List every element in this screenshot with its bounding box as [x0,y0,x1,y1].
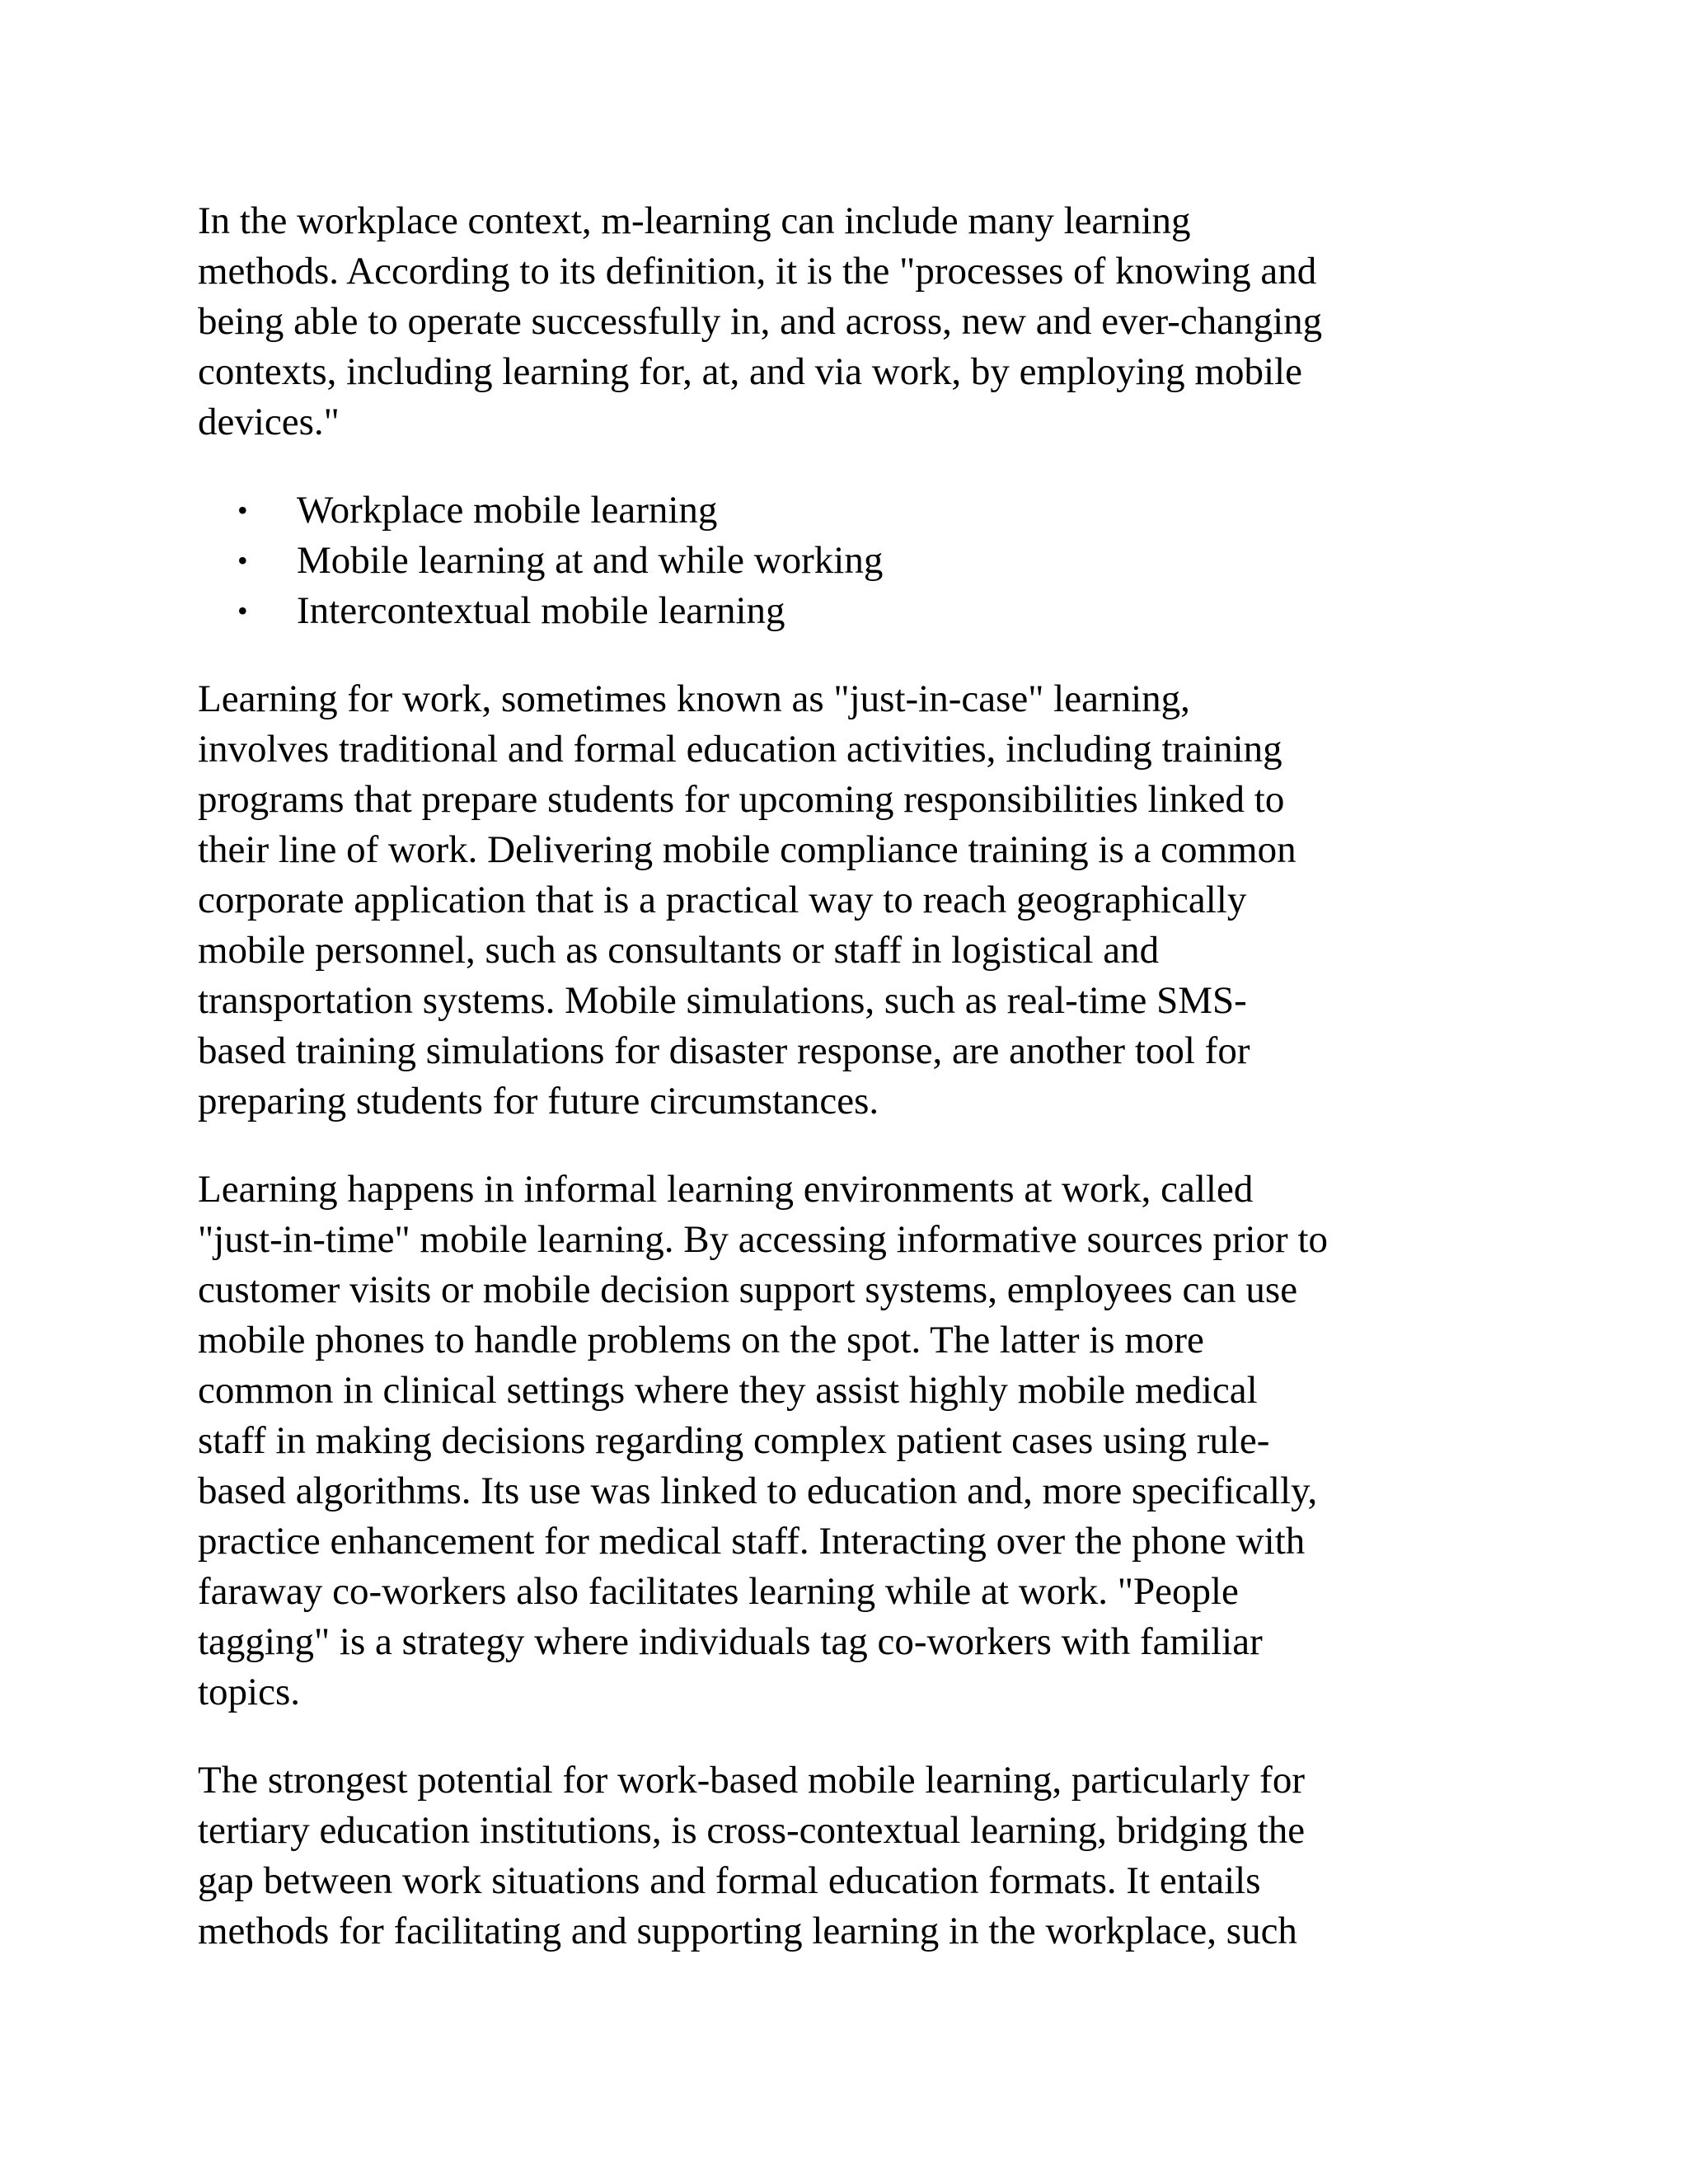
text-line: contexts, including learning for, at, and via work, by employing mobile [198,350,1302,393]
list-item-text: Mobile learning at and while working [297,539,884,582]
text-line: In the workplace context, m-learning can include many learning [198,199,1191,242]
text-line: The strongest potential for work-based mobile learning, particularly for [198,1759,1305,1802]
text-line: Learning for work, sometimes known as "just-in-case" learning, [198,677,1190,720]
text-line: topics. [198,1671,301,1713]
list-item [198,485,1500,536]
paragraph-4 [198,1755,1500,1957]
text-line: preparing students for future circumstances. [198,1080,879,1122]
text-line: staff in making decisions regarding complex patient cases using rule- [198,1419,1270,1462]
text-line: being able to operate successfully in, and across, new and ever-changing [198,300,1323,343]
text-line: tertiary education institutions, is cross-contextual learning, bridging the [198,1809,1306,1852]
list-item [198,586,1500,636]
text-line: "just-in-time" mobile learning. By accessing informative sources prior to [198,1218,1329,1261]
text-line: mobile personnel, such as consultants or staff in logistical and [198,929,1160,972]
text-line: practice enhancement for medical staff. Interacting over the phone with [198,1520,1306,1563]
bullet-icon: • [237,494,248,527]
text-line: methods. According to its definition, it is the "processes of knowing and [198,250,1317,293]
text-line: customer visits or mobile decision support systems, employees can use [198,1268,1298,1311]
text-line: methods for facilitating and supporting learning in the workplace, such [198,1910,1297,1952]
paragraph-2 [198,674,1500,1127]
bullet-list [198,485,1500,636]
text-line: mobile phones to handle problems on the spot. The latter is more [198,1319,1204,1361]
bullet-icon: • [237,544,248,577]
bullet-icon: • [237,594,248,627]
list-item-text: Workplace mobile learning [297,489,718,532]
list-item [198,536,1500,586]
text-line: common in clinical settings where they assist highly mobile medical [198,1369,1258,1412]
text-line: corporate application that is a practical way to reach geographically [198,879,1247,921]
list-item-text: Intercontextual mobile learning [297,589,785,632]
paragraph-3 [198,1165,1500,1718]
text-line: based algorithms. Its use was linked to education and, more specifically, [198,1469,1318,1512]
text-line: Learning happens in informal learning environments at work, called [198,1168,1254,1211]
text-line: involves traditional and formal education activities, including training [198,728,1282,771]
text-line: gap between work situations and formal education formats. It entails [198,1859,1261,1902]
text-line: faraway co-workers also facilitates learning while at work. "People [198,1570,1239,1613]
text-line: their line of work. Delivering mobile compliance training is a common [198,828,1296,871]
text-line: devices." [198,401,340,443]
text-line: programs that prepare students for upcoming responsibilities linked to [198,778,1285,821]
text-line: based training simulations for disaster response, are another tool for [198,1029,1250,1072]
document-body [198,196,1500,1994]
text-line: transportation systems. Mobile simulations, such as real-time SMS- [198,979,1247,1022]
text-line: tagging" is a strategy where individuals tag co-workers with familiar [198,1620,1263,1663]
paragraph-1 [198,196,1500,448]
